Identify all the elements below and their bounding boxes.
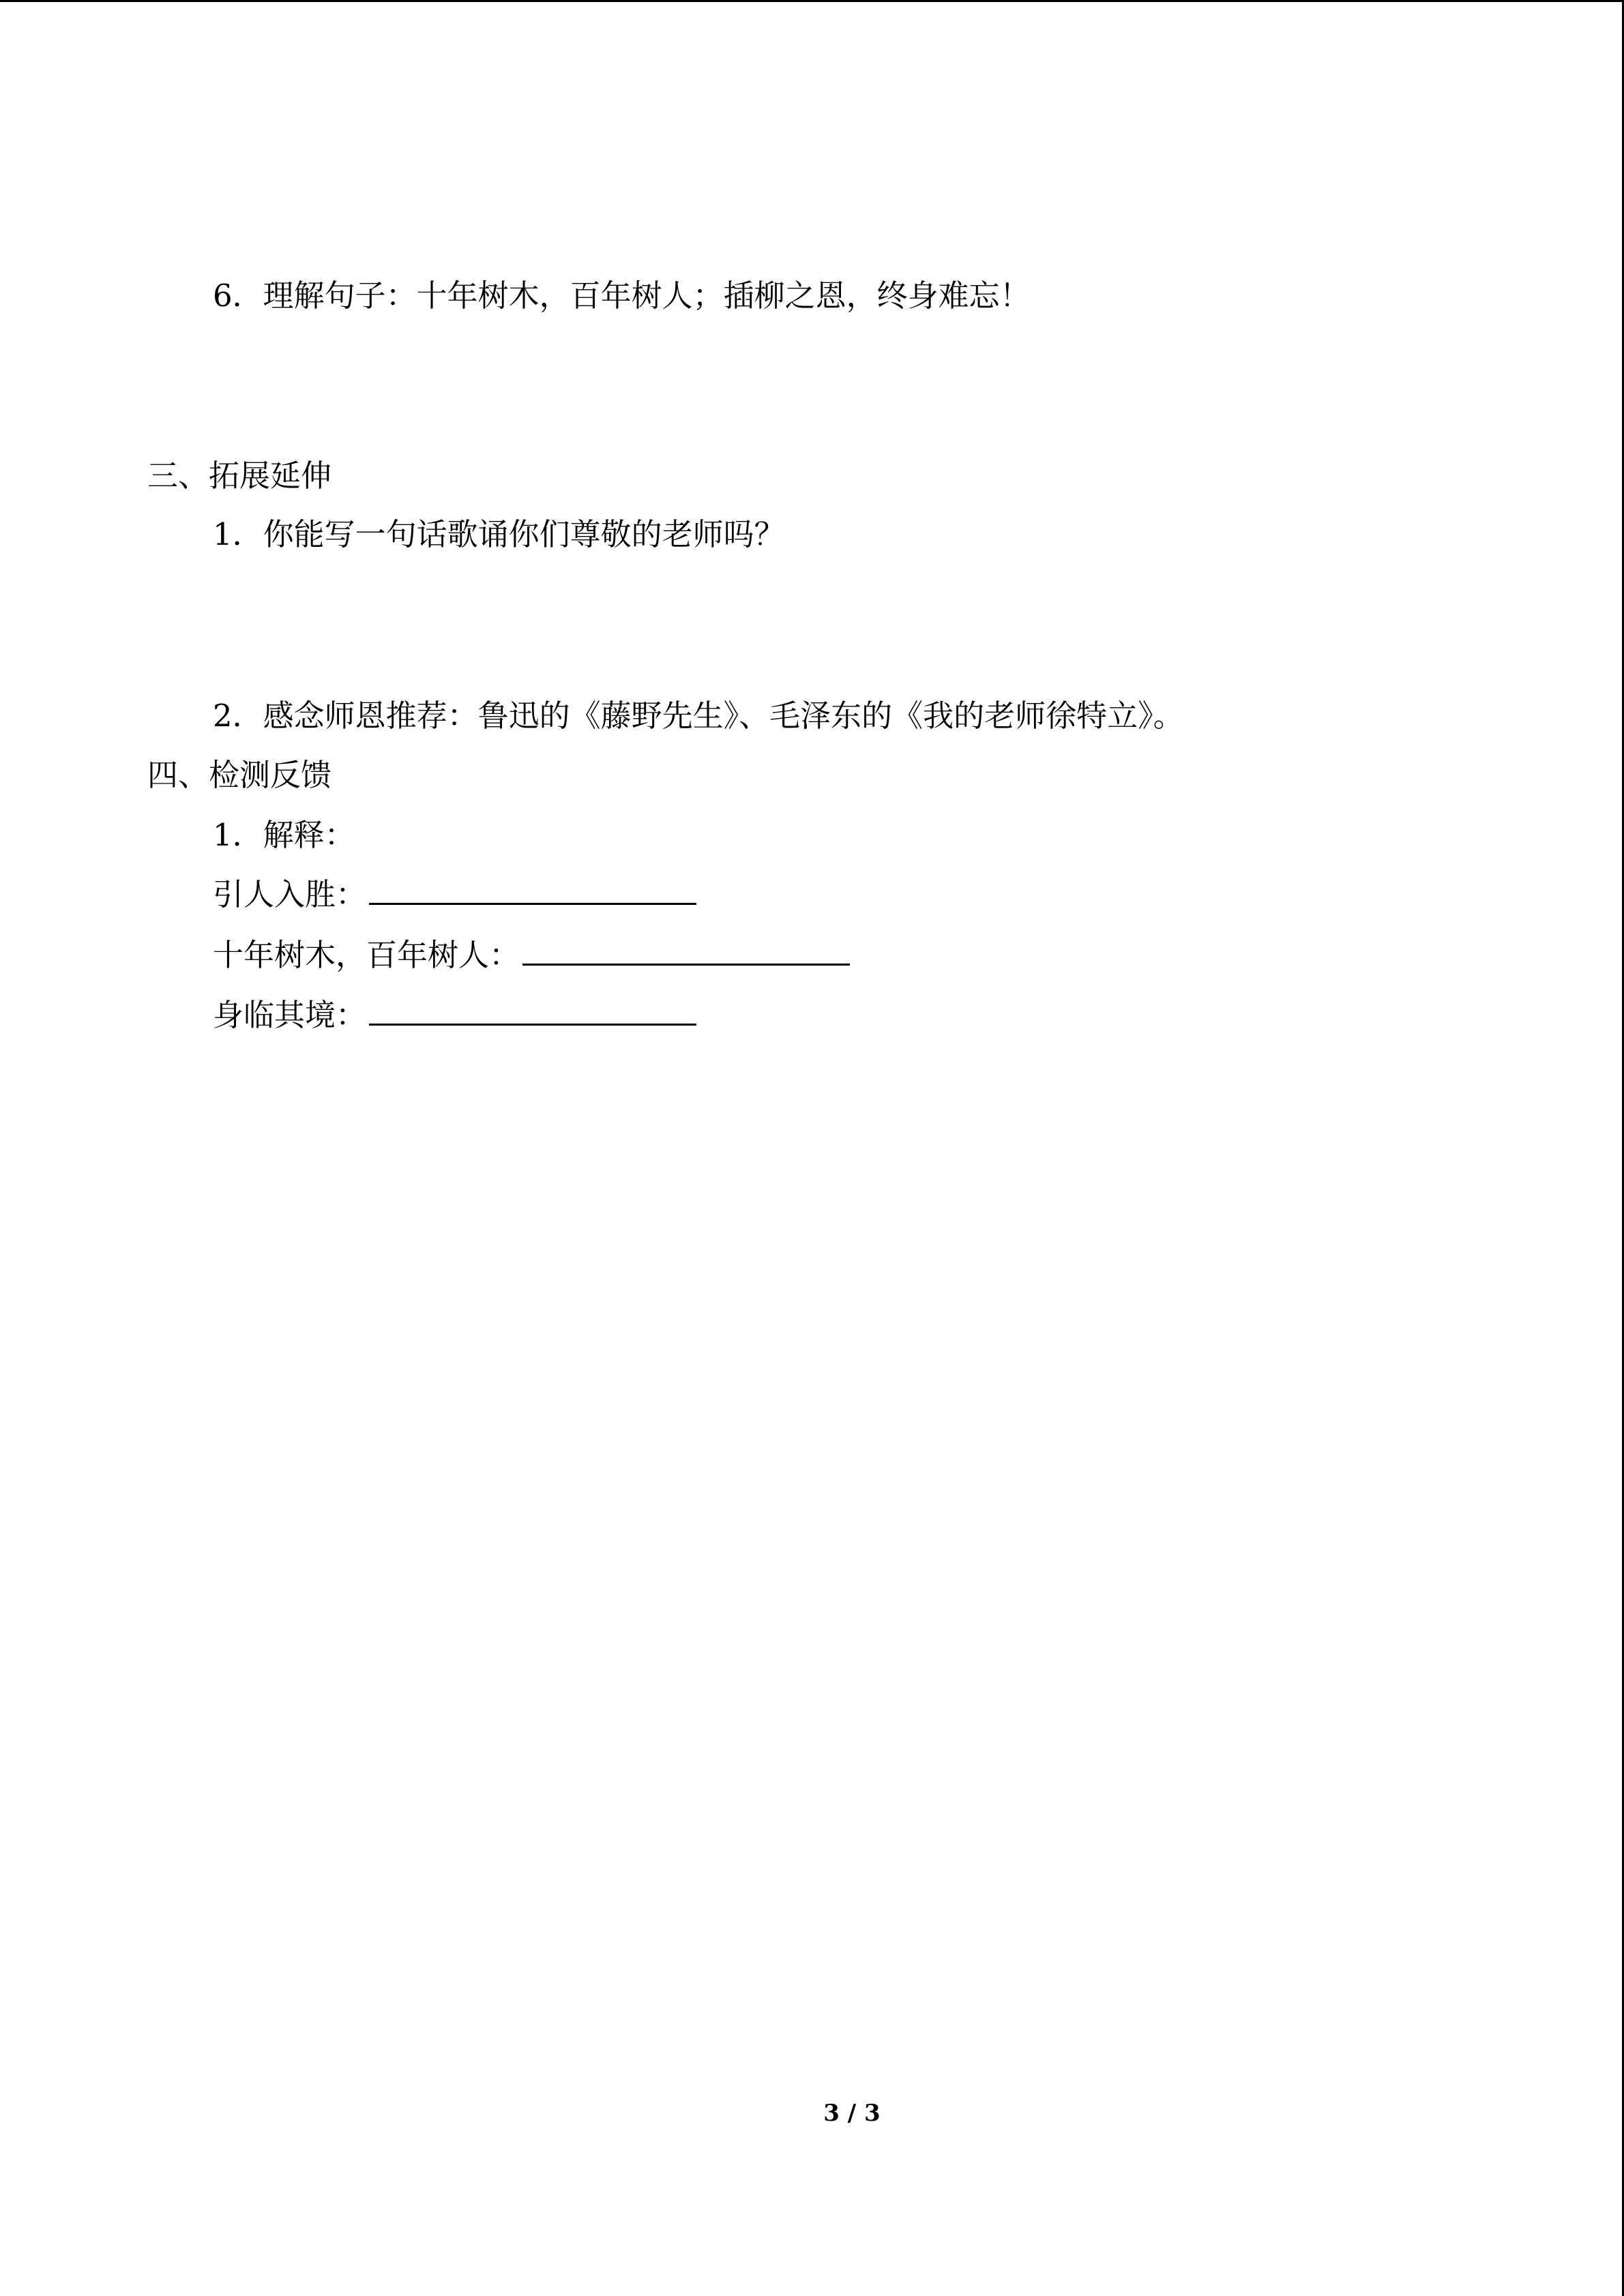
section-3-title: 三、拓展延伸 [147,458,332,494]
section-3-question-1: 1．你能写一句话歌诵你们尊敬的老师吗？ [213,516,785,552]
section-4-title: 四、检测反馈 [147,757,332,793]
definition-label: 身临其境： [213,997,367,1033]
answer-blank[interactable] [369,876,696,905]
definition-item [213,935,850,976]
section-3-question-2: 2．感念师恩推荐：鲁迅的《藤野先生》、毛泽东的《我的老师徐特立》。 [213,698,1184,734]
page-number: 3 / 3 [823,2100,881,2127]
question-6: 6．理解句子：十年树木，百年树人；插柳之恩，终身难忘！ [213,278,1031,314]
definition-label: 十年树木，百年树人： [213,937,520,973]
page-border-top [0,0,1624,2]
definition-item [213,874,696,915]
definition-label: 引人入胜： [213,876,367,912]
answer-blank[interactable] [369,996,696,1026]
section-4-question-1: 1．解释： [213,817,355,853]
definition-item [213,995,696,1036]
answer-blank[interactable] [522,936,850,966]
